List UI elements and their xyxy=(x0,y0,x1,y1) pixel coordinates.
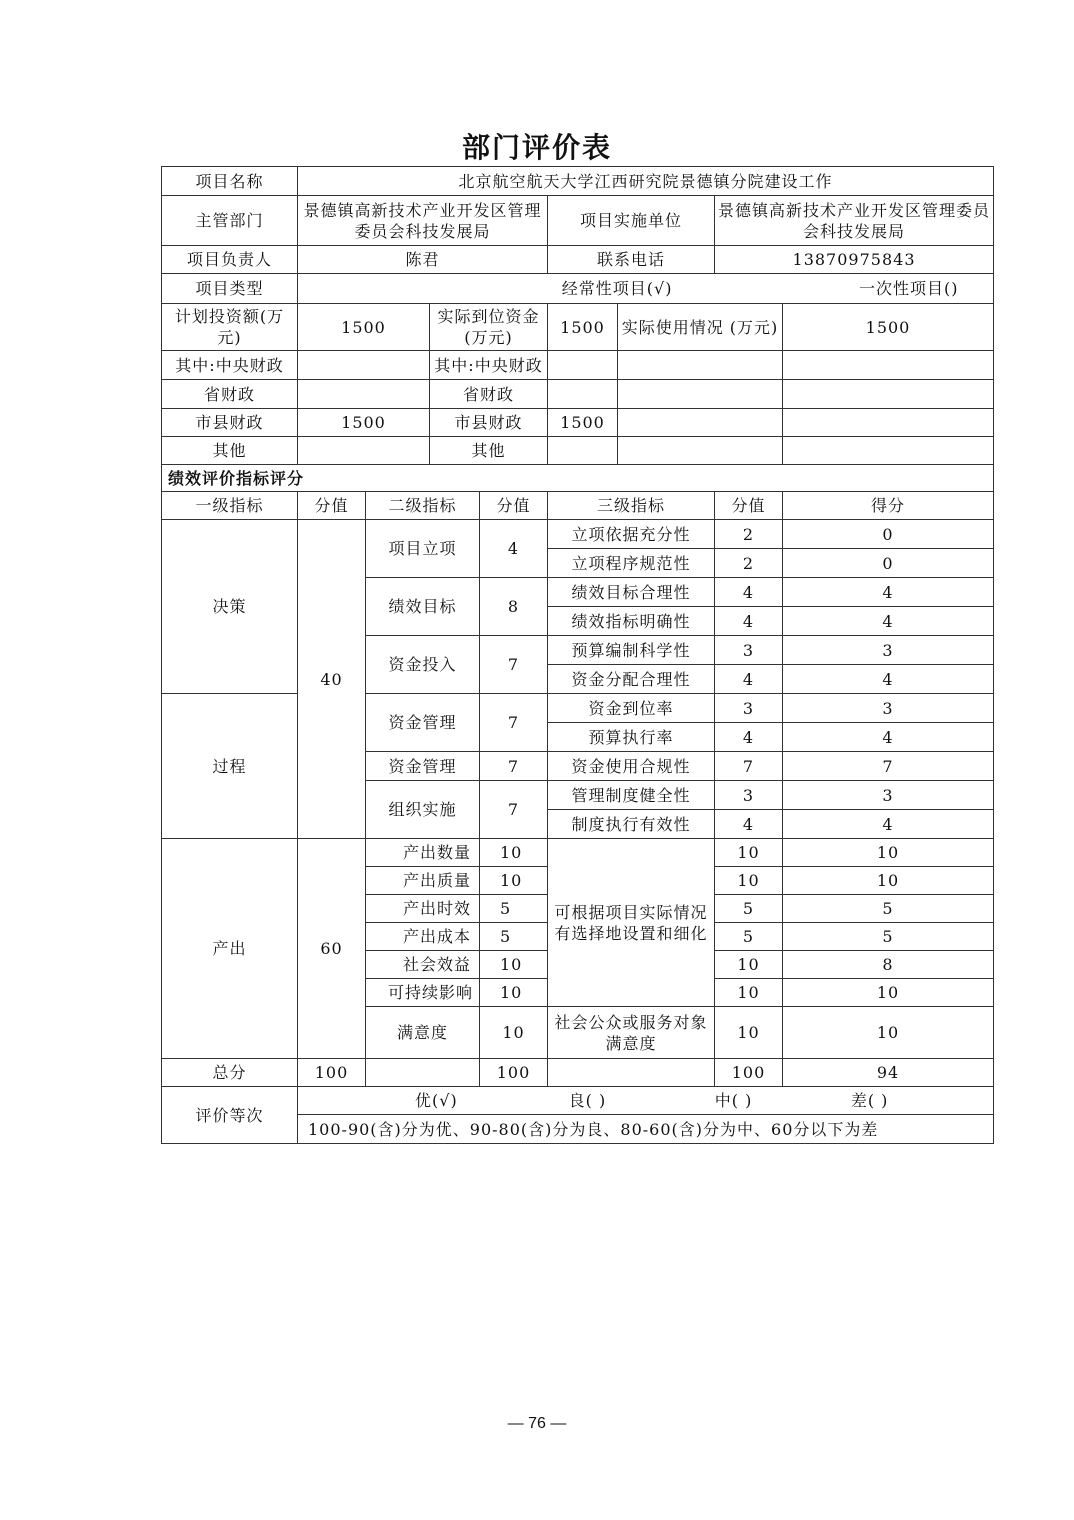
page-number: — 76 — xyxy=(507,1415,567,1432)
output-score3: 10 xyxy=(715,951,783,979)
dept: 景德镇高新技术产业开发区管理委员会科技发展局 xyxy=(298,196,548,246)
level3-got: 7 xyxy=(783,752,994,781)
level3-got: 4 xyxy=(783,607,994,636)
total-label: 总分 xyxy=(162,1059,298,1087)
level3-got: 0 xyxy=(783,549,994,578)
satisfaction-item: 满意度 xyxy=(366,1007,480,1059)
level3-score: 3 xyxy=(715,636,783,665)
level3-name: 立项程序规范性 xyxy=(548,549,715,578)
level3-score: 4 xyxy=(715,723,783,752)
phone: 13870975843 xyxy=(715,246,994,274)
level3-name: 绩效指标明确性 xyxy=(548,607,715,636)
city-value: 1500 xyxy=(298,409,430,437)
dept-label: 主管部门 xyxy=(162,196,298,246)
province-label-2: 省财政 xyxy=(430,380,548,409)
output-score3: 5 xyxy=(715,895,783,923)
level2-guanli: 资金管理 xyxy=(366,694,480,752)
plan-label: 计划投资额(万元) xyxy=(162,304,298,351)
grade-excellent: 优(√) xyxy=(415,1091,458,1110)
level1-process: 过程 xyxy=(162,694,298,839)
grade-label: 评价等次 xyxy=(162,1087,298,1144)
level3-score: 7 xyxy=(715,752,783,781)
output-item: 可持续影响 xyxy=(366,979,480,1007)
level3-score: 3 xyxy=(715,781,783,810)
output-score: 5 xyxy=(480,895,548,923)
level3-name: 管理制度健全性 xyxy=(548,781,715,810)
level2-zuzhi: 组织实施 xyxy=(366,781,480,839)
output-item: 产出成本 xyxy=(366,923,480,951)
level3-name: 绩效目标合理性 xyxy=(548,578,715,607)
evaluation-table xyxy=(161,166,994,1144)
type-once: 一次性项目() xyxy=(859,279,959,298)
level3-got: 3 xyxy=(783,636,994,665)
level2-guanli-score: 7 xyxy=(480,694,548,752)
output-score: 5 xyxy=(480,923,548,951)
level2-guanli-2: 资金管理 xyxy=(366,752,480,781)
central-label-2: 其中:中央财政 xyxy=(430,351,548,380)
output-score3: 10 xyxy=(715,839,783,867)
output-item: 社会效益 xyxy=(366,951,480,979)
level1-score-40: 40 xyxy=(298,520,366,839)
output-got: 5 xyxy=(783,923,994,951)
leader: 陈君 xyxy=(298,246,548,274)
central-label: 其中:中央财政 xyxy=(162,351,298,380)
other-label: 其他 xyxy=(162,437,298,465)
total-s1: 100 xyxy=(298,1059,366,1087)
level3-name: 预算编制科学性 xyxy=(548,636,715,665)
total-s3: 100 xyxy=(715,1059,783,1087)
level3-name: 资金到位率 xyxy=(548,694,715,723)
phone-label: 联系电话 xyxy=(548,246,715,274)
output-score3: 10 xyxy=(715,867,783,895)
level2-zuzhi-score: 7 xyxy=(480,781,548,839)
grade-medium: 中( ) xyxy=(714,1091,753,1110)
output-item: 产出数量 xyxy=(366,839,480,867)
level3-score: 2 xyxy=(715,549,783,578)
level3-got: 4 xyxy=(783,665,994,694)
level1-decision: 决策 xyxy=(162,520,298,694)
level3-got: 4 xyxy=(783,723,994,752)
output-got: 10 xyxy=(783,839,994,867)
header-l2: 二级指标 xyxy=(366,492,480,520)
satisfaction-score3: 10 xyxy=(715,1007,783,1059)
header-score3: 分值 xyxy=(715,492,783,520)
other-label-2: 其他 xyxy=(430,437,548,465)
type-regular: 经常性项目(√) xyxy=(561,279,673,298)
actual-label: 实际到位资金(万元) xyxy=(430,304,548,351)
satisfaction-got: 10 xyxy=(783,1007,994,1059)
output-score: 10 xyxy=(480,951,548,979)
output-got: 5 xyxy=(783,895,994,923)
level3-got: 4 xyxy=(783,578,994,607)
page-title: 部门评价表 xyxy=(461,131,612,164)
used-label: 实际使用情况 (万元) xyxy=(618,304,783,351)
header-score2: 分值 xyxy=(480,492,548,520)
province-label: 省财政 xyxy=(162,380,298,409)
level3-got: 0 xyxy=(783,520,994,549)
total-s2: 100 xyxy=(480,1059,548,1087)
project-name: 北京航空航天大学江西研究院景德镇分院建设工作 xyxy=(298,167,994,196)
plan-value: 1500 xyxy=(298,304,430,351)
grade-good: 良( ) xyxy=(568,1091,607,1110)
level2-jixiao: 绩效目标 xyxy=(366,578,480,636)
header-l3: 三级指标 xyxy=(548,492,715,520)
level1-score-60: 60 xyxy=(298,839,366,1059)
level3-name: 资金分配合理性 xyxy=(548,665,715,694)
section-title: 绩效评价指标评分 xyxy=(162,465,994,492)
grade-rule: 100-90(含)分为优、90-80(含)分为良、80-60(含)分为中、60分以下为差 xyxy=(298,1115,994,1144)
output-score3: 5 xyxy=(715,923,783,951)
output-got: 8 xyxy=(783,951,994,979)
grade-poor: 差( ) xyxy=(850,1091,889,1110)
city-value-2: 1500 xyxy=(548,409,618,437)
level2-lixiang-score: 4 xyxy=(480,520,548,578)
type-options xyxy=(298,274,994,304)
header-got: 得分 xyxy=(783,492,994,520)
type-label: 项目类型 xyxy=(162,274,298,304)
level3-score: 3 xyxy=(715,694,783,723)
level3-name: 预算执行率 xyxy=(548,723,715,752)
impl: 景德镇高新技术产业开发区管理委员会科技发展局 xyxy=(715,196,994,246)
header-l1: 一级指标 xyxy=(162,492,298,520)
level3-name: 立项依据充分性 xyxy=(548,520,715,549)
level3-score: 4 xyxy=(715,607,783,636)
actual-value: 1500 xyxy=(548,304,618,351)
output-score: 10 xyxy=(480,839,548,867)
level3-score: 4 xyxy=(715,578,783,607)
project-name-label: 项目名称 xyxy=(162,167,298,196)
level3-name: 资金使用合规性 xyxy=(548,752,715,781)
output-score3: 10 xyxy=(715,979,783,1007)
output-item: 产出时效 xyxy=(366,895,480,923)
satisfaction-l3: 社会公众或服务对象满意度 xyxy=(548,1007,715,1059)
city-label: 市县财政 xyxy=(162,409,298,437)
impl-label: 项目实施单位 xyxy=(548,196,715,246)
level3-got: 4 xyxy=(783,810,994,839)
level3-name: 制度执行有效性 xyxy=(548,810,715,839)
output-got: 10 xyxy=(783,979,994,1007)
output-got: 10 xyxy=(783,867,994,895)
level2-touru: 资金投入 xyxy=(366,636,480,694)
output-score: 10 xyxy=(480,979,548,1007)
level2-guanli-2-score: 7 xyxy=(480,752,548,781)
city-label-2: 市县财政 xyxy=(430,409,548,437)
grade-options xyxy=(298,1087,994,1115)
level3-score: 4 xyxy=(715,810,783,839)
output-item: 产出质量 xyxy=(366,867,480,895)
satisfaction-score: 10 xyxy=(480,1007,548,1059)
level2-touru-score: 7 xyxy=(480,636,548,694)
output-score: 10 xyxy=(480,867,548,895)
level1-output: 产出 xyxy=(162,839,298,1059)
level3-got: 3 xyxy=(783,694,994,723)
level2-jixiao-score: 8 xyxy=(480,578,548,636)
level3-score: 2 xyxy=(715,520,783,549)
level3-got: 3 xyxy=(783,781,994,810)
level2-lixiang: 项目立项 xyxy=(366,520,480,578)
header-score1: 分值 xyxy=(298,492,366,520)
output-note: 可根据项目实际情况有选择地设置和细化 xyxy=(548,839,715,1007)
leader-label: 项目负责人 xyxy=(162,246,298,274)
total-got: 94 xyxy=(783,1059,994,1087)
level3-score: 4 xyxy=(715,665,783,694)
used-value: 1500 xyxy=(783,304,994,351)
